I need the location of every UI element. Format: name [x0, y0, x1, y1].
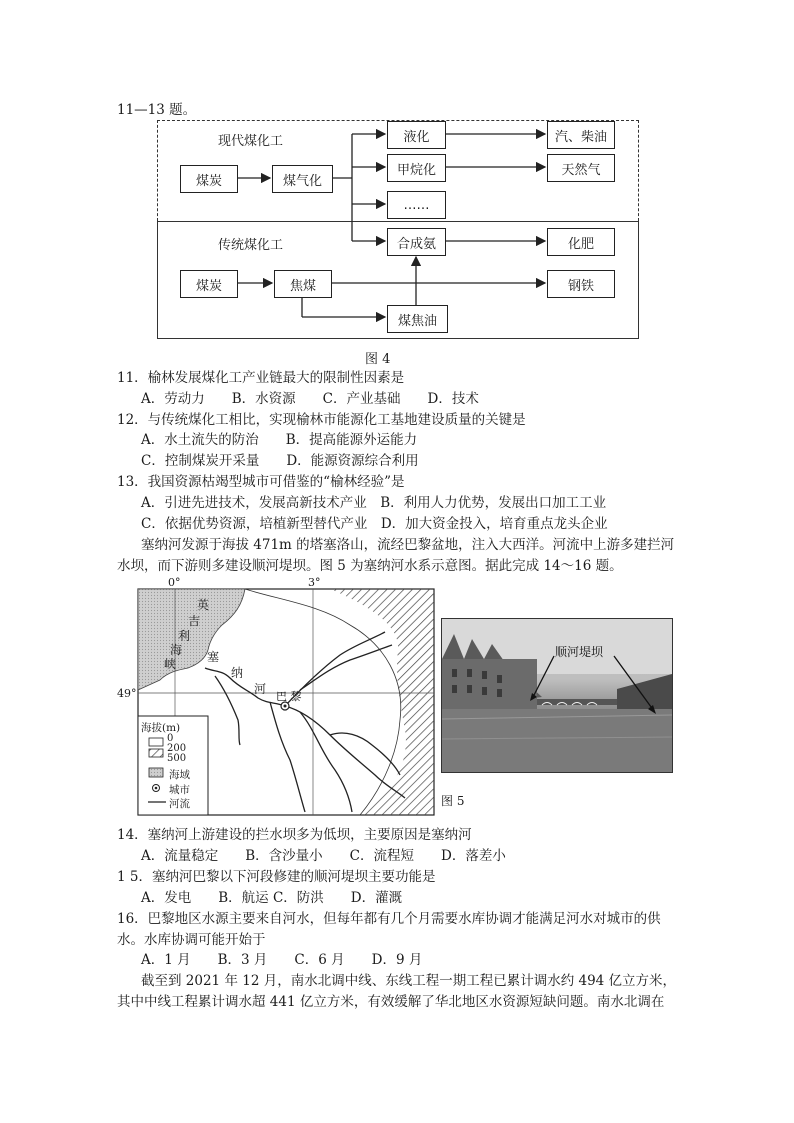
- lon-0: 0°: [168, 576, 181, 589]
- ellipsis-box: ……: [387, 191, 446, 219]
- lon-3: 3°: [308, 576, 321, 589]
- para2-line1: 截至到 2021 年 12 月，南水北调中线、东线工程一期工程已累计调水约 494 亿立方米，: [141, 973, 677, 989]
- label-na: 纳: [231, 666, 244, 680]
- coke-box: 焦煤: [274, 270, 332, 298]
- modern-label: 现代煤化工: [218, 134, 284, 149]
- q16-options: A．1 月 B．3 月 C．6 月 D．9 月: [141, 952, 423, 968]
- label-li: 利: [178, 629, 191, 643]
- steel-box: 钢铁: [547, 270, 615, 298]
- label-sai: 塞: [207, 650, 220, 664]
- q11-options: A．劳动力 B．水资源 C．产业基础 D．技术: [141, 391, 479, 407]
- para2-line2: 其中中线工程累计调水超 441 亿立方米，有效缓解了华北地区水资源短缺问题。南水北调在: [117, 994, 665, 1010]
- q14-stem: 14．塞纳河上游建设的拦水坝多为低坝，主要原因是塞纳河: [117, 827, 472, 843]
- legend-sea: 海域: [169, 769, 190, 781]
- lat-49: 49°: [117, 687, 137, 700]
- para1-line2: 水坝，而下游则多建设顺河堤坝。图 5 为塞纳河水系示意图。据此完成 14～16 题。: [117, 558, 623, 574]
- legend-500: 500: [167, 753, 187, 764]
- fig4-caption: 图 4: [365, 352, 391, 367]
- q14-options: A．流量稳定 B．含沙量小 C．流程短 D．落差小: [141, 848, 506, 864]
- intro-text: 11—13 题。: [117, 102, 197, 118]
- natgas-box: 天然气: [547, 154, 615, 182]
- legend-0: 0: [167, 733, 174, 744]
- q15-stem: 1 5．塞纳河巴黎以下河段修建的顺河堤坝主要功能是: [117, 869, 436, 885]
- label-ji: 吉: [188, 614, 201, 628]
- legend-title: 海拔(m): [141, 722, 181, 734]
- traditional-label: 传统煤化工: [218, 238, 284, 253]
- label-xia: 峡: [164, 657, 177, 671]
- q12-stem: 12．与传统煤化工相比，实现榆林市能源化工基地建设质量的关键是: [117, 412, 526, 428]
- legend-200: 200: [167, 743, 187, 754]
- tar-box: 煤焦油: [387, 305, 448, 333]
- ammonia-box: 合成氨: [387, 228, 446, 256]
- liquify-box: 液化: [387, 121, 446, 149]
- q13-options-1: A．引进先进技术，发展高新技术产业 B．利用人力优势，发展出口加工工业: [141, 495, 607, 511]
- coal-box-bottom: 煤炭: [180, 270, 238, 298]
- q12-options-1: A．水土流失的防治 B．提高能源外运能力: [141, 432, 418, 448]
- label-hai: 海: [170, 643, 183, 657]
- label-paris: 巴 黎: [276, 690, 302, 703]
- q11-stem: 11．榆林发展煤化工产业链最大的限制性因素是: [117, 370, 405, 386]
- q12-options-2: C．控制煤炭开采量 D．能源资源综合利用: [141, 453, 419, 469]
- legend-river: 河流: [169, 798, 190, 810]
- label-he: 河: [254, 682, 267, 696]
- coal-box-top: 煤炭: [180, 165, 238, 193]
- photo-label-levee: 顺河堤坝: [555, 645, 604, 659]
- q16-stem-2: 水。水库协调可能开始于: [117, 932, 266, 948]
- q13-stem: 13．我国资源枯竭型城市可借鉴的“榆林经验”是: [117, 474, 405, 490]
- gasify-box: 煤气化: [272, 165, 333, 193]
- q13-options-2: C．依据优势资源，培植新型替代产业 D．加大资金投入，培育重点龙头企业: [141, 516, 608, 532]
- q15-options: A．发电 B．航运 C．防洪 D．灌溉: [141, 890, 403, 906]
- fertilizer-box: 化肥: [547, 228, 615, 256]
- gasoline-box: 汽、柴油: [547, 121, 615, 149]
- seine-photo: [441, 618, 673, 773]
- para1-line1: 塞纳河发源于海拔 471m 的塔塞洛山，流经巴黎盆地，注入大西洋。河流中上游多建拦河: [141, 537, 675, 553]
- legend-city: 城市: [169, 784, 190, 796]
- methane-box: 甲烷化: [387, 154, 446, 182]
- label-ying: 英: [197, 598, 210, 612]
- q16-stem-1: 16．巴黎地区水源主要来自河水，但每年都有几个月需要水库协调才能满足河水对城市的供: [117, 911, 661, 927]
- fig5-caption: 图 5: [441, 794, 465, 808]
